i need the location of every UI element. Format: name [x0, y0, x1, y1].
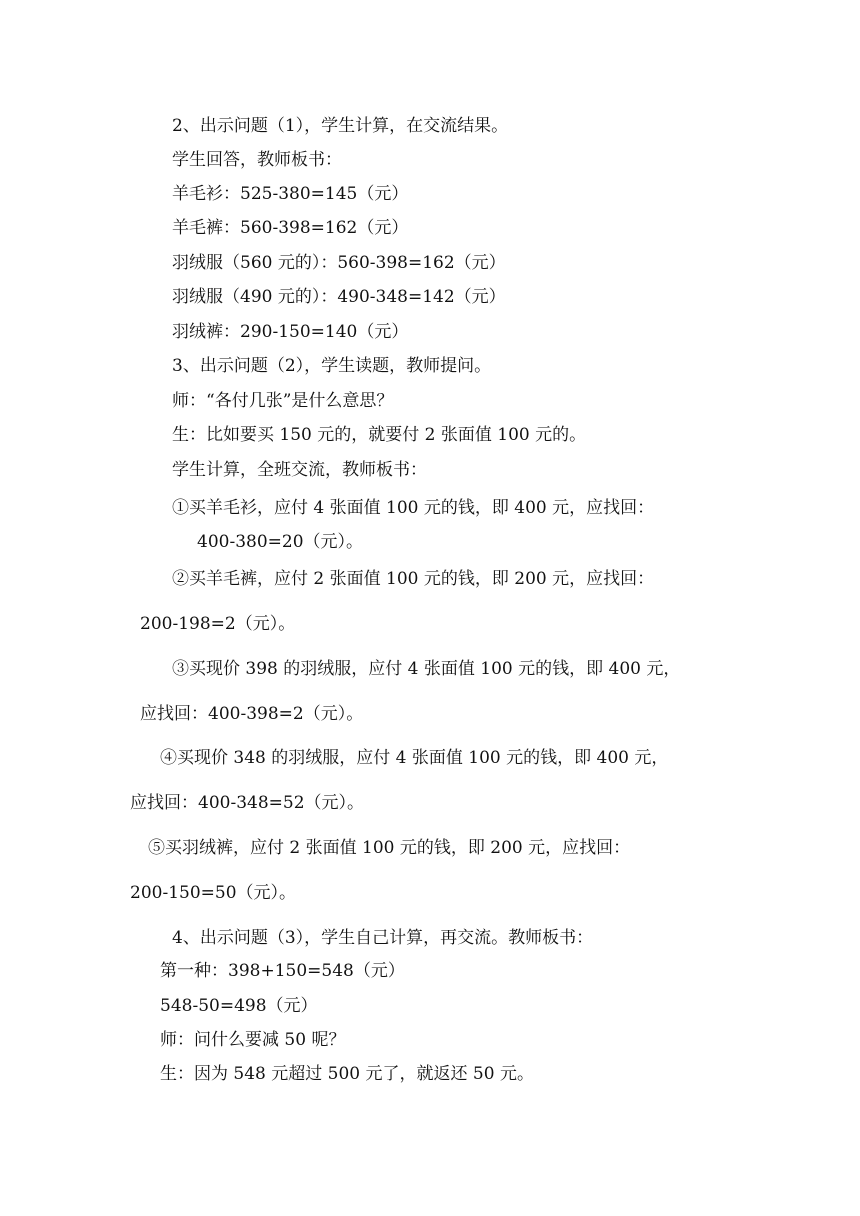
text-line: 4、出示问题（3），学生自己计算，再交流。教师板书：: [172, 928, 594, 948]
text-line: 应找回：400-348=52（元）。: [130, 793, 365, 813]
text-line: 2、出示问题（1），学生计算，在交流结果。: [172, 116, 509, 136]
text-line: 羊毛衫：525-380=145（元）: [172, 184, 409, 204]
text-line: 548-50=498（元）: [160, 996, 318, 1016]
text-line: 羽绒裤：290-150=140（元）: [172, 322, 409, 342]
text-line: 生：因为 548 元超过 500 元了，就返还 50 元。: [160, 1064, 534, 1084]
text-line: 3、出示问题（2），学生读题，教师提问。: [172, 356, 492, 376]
text-line: 师：“各付几张”是什么意思？: [172, 391, 394, 411]
text-line: 应找回：400-398=2（元）。: [140, 704, 364, 724]
text-line: 400-380=20（元）。: [197, 532, 364, 552]
text-line: 200-198=2（元）。: [140, 614, 296, 634]
text-line: 羊毛裤：560-398=162（元）: [172, 218, 409, 238]
text-line: 学生回答，教师板书：: [172, 150, 342, 170]
text-line: 200-150=50（元）。: [130, 883, 297, 903]
text-line: 羽绒服（490 元的）：490-348=142（元）: [172, 287, 506, 307]
text-line: ①买羊毛衫，应付 4 张面值 100 元的钱，即 400 元，应找回：: [172, 498, 655, 518]
text-line: ②买羊毛裤，应付 2 张面值 100 元的钱，即 200 元，应找回：: [172, 569, 655, 589]
text-line: 学生计算，全班交流，教师板书：: [172, 460, 427, 480]
text-line: ③买现价 398 的羽绒服，应付 4 张面值 100 元的钱，即 400 元，: [172, 659, 681, 679]
text-line: ⑤买羽绒裤，应付 2 张面值 100 元的钱，即 200 元，应找回：: [148, 838, 631, 858]
text-line: 生：比如要买 150 元的，就要付 2 张面值 100 元的。: [172, 425, 587, 445]
text-line: 羽绒服（560 元的）：560-398=162（元）: [172, 253, 506, 273]
text-line: 第一种：398+150=548（元）: [160, 961, 405, 981]
text-line: 师：问什么要减 50 呢？: [160, 1030, 346, 1050]
text-line: ④买现价 348 的羽绒服，应付 4 张面值 100 元的钱，即 400 元，: [160, 748, 669, 768]
